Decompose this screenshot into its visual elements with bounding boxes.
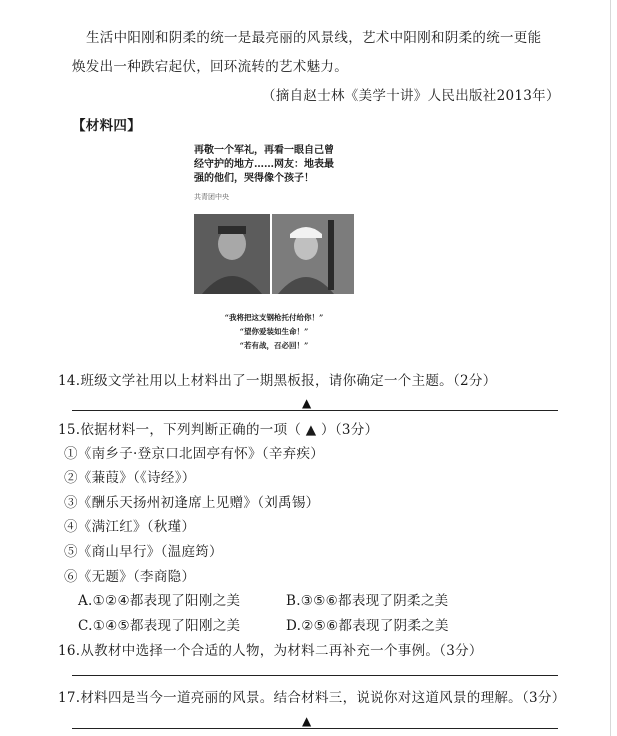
q15-item-5: ⑤《商山早行》（温庭筠）: [64, 544, 223, 560]
veteran-photo-shape: [194, 214, 270, 294]
figure-text-line-3: 强的他们，哭得像个孩子！: [194, 173, 314, 184]
figure-caption-2: “望你爱装如生命！”: [239, 327, 309, 336]
q15-option-d[interactable]: D.②⑤⑥都表现了阴柔之美: [286, 618, 449, 634]
figure-text-line-1: 再敬一个军礼，再看一眼自己曾: [194, 145, 334, 156]
q15-item-3: ③《酬乐天扬州初逢席上见赠》（刘禹锡）: [64, 495, 320, 511]
passage-citation: （摘自赵士林《美学十讲》人民出版社2013年）: [262, 88, 560, 104]
soldier-photo-shape: [272, 214, 354, 294]
question-15: 15.依据材料一，下列判断正确的一项（ ▲ ）（3分）: [58, 422, 379, 438]
q15-item-4: ④《满江红》（秋瑾）: [64, 519, 196, 535]
question-14: 14.班级文学社用以上材料出了一期黑板报，请你确定一个主题。（2分）: [58, 373, 497, 389]
figure-source: 共青团中央: [194, 193, 229, 201]
q15-option-a[interactable]: A.①②④都表现了阳刚之美: [78, 593, 241, 609]
q15-item-1: ①《南乡子·登京口北固亭有怀》（辛弃疾）: [64, 446, 325, 462]
figure-headline: [194, 144, 354, 186]
q15-item-2: ②《蒹葭》（《诗经》）: [64, 470, 196, 486]
answer-line-16[interactable]: [72, 675, 558, 676]
answer-marker-17: ▲: [302, 714, 312, 728]
answer-marker-14: ▲: [302, 396, 312, 410]
page-edge-line: [610, 0, 611, 736]
answer-line-14[interactable]: [72, 410, 558, 411]
veteran-photo: [194, 214, 270, 294]
material4-label: 【材料四】: [72, 118, 141, 134]
q15-option-c[interactable]: C.①④⑤都表现了阳刚之美: [78, 618, 241, 634]
figure-caption-1: “我将把这支钢枪托付给你！”: [224, 313, 324, 322]
answer-line-17[interactable]: [72, 728, 558, 729]
soldier-photo: [272, 214, 354, 294]
q15-option-b[interactable]: B.③⑤⑥都表现了阴柔之美: [286, 593, 449, 609]
material4-figure: [194, 140, 354, 360]
passage-line-2: 焕发出一种跌宕起伏，回环流转的艺术魅力。: [72, 59, 348, 75]
passage-line-1: 生活中阳刚和阴柔的统一是最亮丽的风景线，艺术中阳刚和阴柔的统一更能: [86, 30, 542, 46]
q15-item-6: ⑥《无题》（李商隐）: [64, 569, 196, 585]
figure-text-line-2: 经守护的地方……网友：地表最: [194, 159, 334, 170]
question-17: 17.材料四是当今一道亮丽的风景。结合材料三，说说你对这道风景的理解。（3分）: [58, 690, 566, 706]
figure-caption-3: “若有战，召必回！”: [239, 341, 309, 350]
question-16: 16.从教材中选择一个合适的人物，为材料二再补充一个事例。（3分）: [58, 643, 483, 659]
